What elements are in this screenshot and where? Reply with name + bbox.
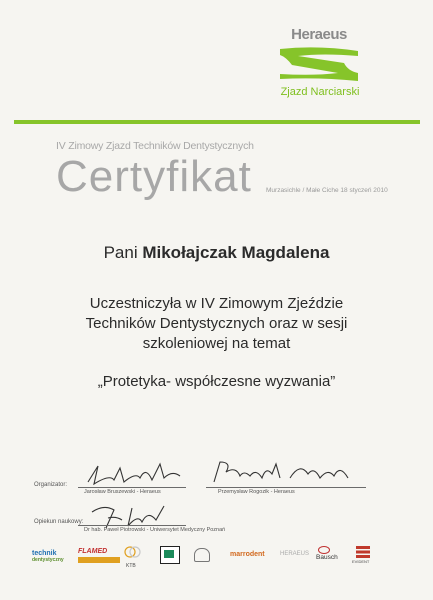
body-line: szkoleniowej na temat bbox=[142, 335, 291, 352]
sponsor-square-fill bbox=[164, 550, 174, 558]
logo-subtitle: Zjazd Narciarski bbox=[280, 86, 360, 98]
signature-line-1 bbox=[78, 487, 186, 488]
organizer-label: Organizator: bbox=[34, 482, 68, 488]
body-line: Uczestniczyła w IV Zimowym Zjeździe bbox=[89, 295, 344, 312]
sponsor-technik-line1: technik bbox=[32, 550, 57, 557]
brand-name: Heraeus bbox=[291, 26, 347, 43]
recipient-name: Mikołajczak Magdalena bbox=[142, 243, 330, 262]
organizer-1-name: Jarosław Bruszewski - Heraeus bbox=[84, 489, 161, 495]
event-subtitle: IV Zimowy Zjazd Techników Dentystycznych bbox=[56, 140, 254, 152]
sponsor-logos bbox=[22, 544, 422, 572]
session-topic: „Protetyka- współczesne wyzwania” bbox=[97, 373, 336, 390]
evident-icon bbox=[356, 546, 370, 558]
sponsor-flamed: FLAMED bbox=[78, 548, 108, 555]
ktb-icon bbox=[122, 544, 142, 562]
signature-1 bbox=[80, 458, 200, 488]
supervisor-name: Dr hab. Paweł Piotrowski - Uniwersytet Medyczny Poznań bbox=[84, 527, 226, 533]
body-line: Techników Dentystycznych oraz w sesji bbox=[85, 315, 348, 332]
sponsor-evident: EVIDENT bbox=[352, 559, 370, 564]
sponsor-flamed-bar bbox=[78, 557, 120, 563]
tooth-icon bbox=[194, 548, 210, 562]
recipient bbox=[0, 243, 433, 263]
signature-line-3 bbox=[78, 525, 186, 526]
header-divider bbox=[14, 120, 420, 124]
sponsor-heraeus: HERAEUS bbox=[280, 551, 310, 557]
heraeus-logo-icon bbox=[278, 45, 360, 83]
organizer-2-name: Przemysław Rogozik - Heraeus bbox=[218, 489, 295, 495]
certificate-title: Certyfikat bbox=[56, 152, 252, 201]
supervisor-label: Opiekun naukowy: bbox=[34, 519, 84, 525]
sponsor-technik bbox=[32, 550, 64, 563]
recipient-prefix: Pani bbox=[103, 243, 138, 262]
signature-line-2 bbox=[206, 487, 366, 488]
sponsor-technik-line2: dentystyczny bbox=[32, 557, 64, 563]
place-date: Murzasichle / Małe Ciche 18 styczeń 2010 bbox=[266, 187, 388, 194]
sponsor-ktb: KTB bbox=[126, 563, 136, 569]
bausch-icon bbox=[318, 546, 330, 554]
signature-2 bbox=[210, 456, 360, 488]
sponsor-bausch: Bausch bbox=[316, 554, 338, 561]
certificate-body bbox=[0, 294, 433, 354]
sponsor-marrodent: marrodent bbox=[230, 551, 265, 558]
